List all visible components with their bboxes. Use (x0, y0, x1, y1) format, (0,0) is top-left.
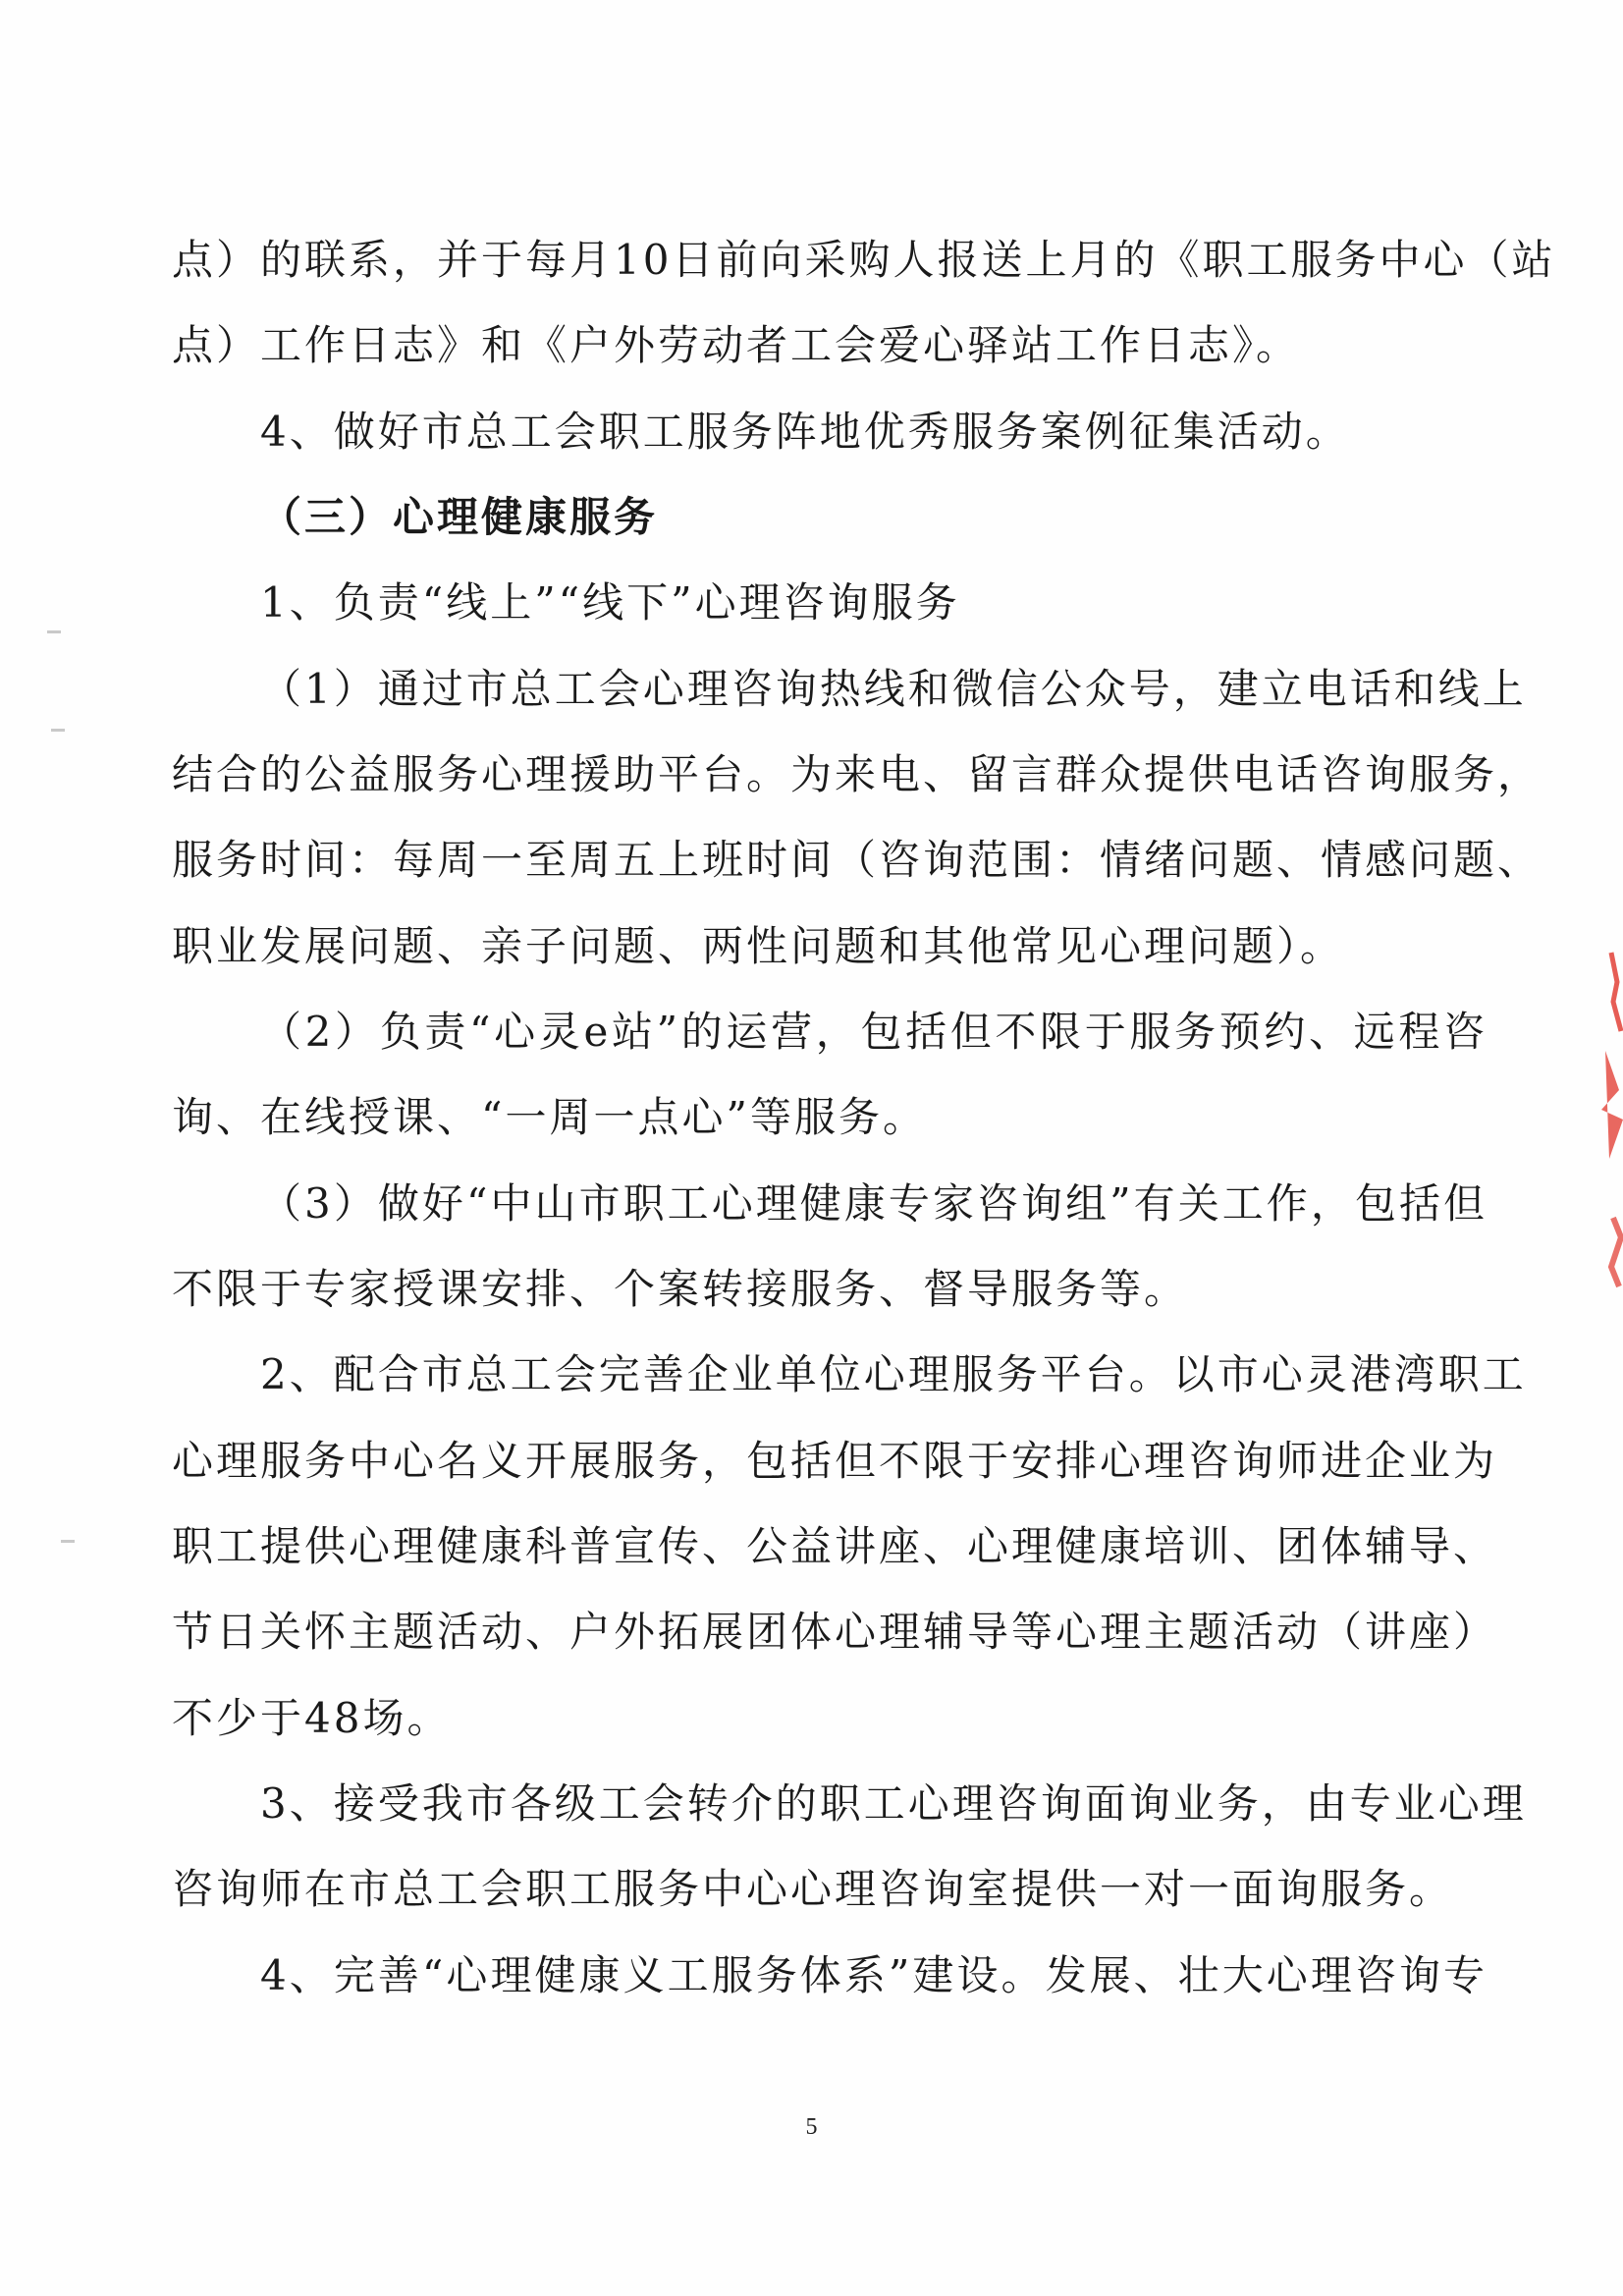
list-item-2-line-4: 节日关怀主题活动、户外拓展团体心理辅导等心理主题活动（讲座） (172, 1608, 1498, 1656)
sub-item-2-line-2: 询、在线授课、“一周一点心”等服务。 (172, 1093, 927, 1141)
body-line-2: 点）工作日志》和《户外劳动者工会爱心驿站工作日志》。 (172, 321, 1301, 369)
list-item-2-line-5: 不少于48场。 (172, 1694, 452, 1742)
list-item-2-line-2: 心理服务中心名义开展服务，包括但不限于安排心理咨询师进企业为 (172, 1437, 1498, 1485)
list-item-3-line-2: 咨询师在市总工会职工服务中心心理咨询室提供一对一面询服务。 (172, 1865, 1454, 1913)
page-number: 5 (805, 2114, 818, 2140)
sub-item-1-line-4: 职业发展问题、亲子问题、两性问题和其他常见心理问题）。 (172, 922, 1345, 970)
sub-item-1-line-1: （1）通过市总工会心理咨询热线和微信公众号，建立电话和线上 (260, 665, 1527, 713)
body-line-1: 点）的联系，并于每月10日前向采购人报送上月的《职工服务中心（站 (172, 236, 1556, 284)
list-item-2-line-1: 2、配合市总工会完善企业单位心理服务平台。以市心灵港湾职工 (260, 1350, 1527, 1398)
list-item-3-line-1: 3、接受我市各级工会转介的职工心理咨询面询业务，由专业心理 (260, 1779, 1527, 1828)
section-heading-psych-health: （三）心理健康服务 (260, 493, 659, 541)
scan-speck (61, 1540, 75, 1543)
sub-item-2-line-1: （2）负责“心灵e站”的运营，包括但不限于服务预约、远程咨 (260, 1008, 1488, 1056)
scan-speck (47, 630, 61, 633)
sub-item-1-line-3: 服务时间：每周一至周五上班时间（咨询范围：情绪问题、情感问题、 (172, 836, 1542, 884)
list-item-4b-line-1: 4、完善“心理健康义工服务体系”建设。发展、壮大心理咨询专 (260, 1951, 1488, 1999)
sub-item-3-line-1: （3）做好“中山市职工心理健康专家咨询组”有关工作，包括但 (260, 1179, 1488, 1228)
sub-item-3-line-2: 不限于专家授课安排、个案转接服务、督导服务等。 (172, 1265, 1189, 1313)
scan-speck (51, 729, 65, 732)
list-item-1: 1、负责“线上”“线下”心理咨询服务 (260, 578, 960, 627)
sub-item-1-line-2: 结合的公益服务心理援助平台。为来电、留言群众提供电话咨询服务， (172, 750, 1542, 798)
seal-stamp-fragment (1584, 943, 1623, 1296)
list-item-2-line-3: 职工提供心理健康科普宣传、公益讲座、心理健康培训、团体辅导、 (172, 1522, 1498, 1570)
list-item-4: 4、做好市总工会职工服务阵地优秀服务案例征集活动。 (260, 408, 1350, 456)
